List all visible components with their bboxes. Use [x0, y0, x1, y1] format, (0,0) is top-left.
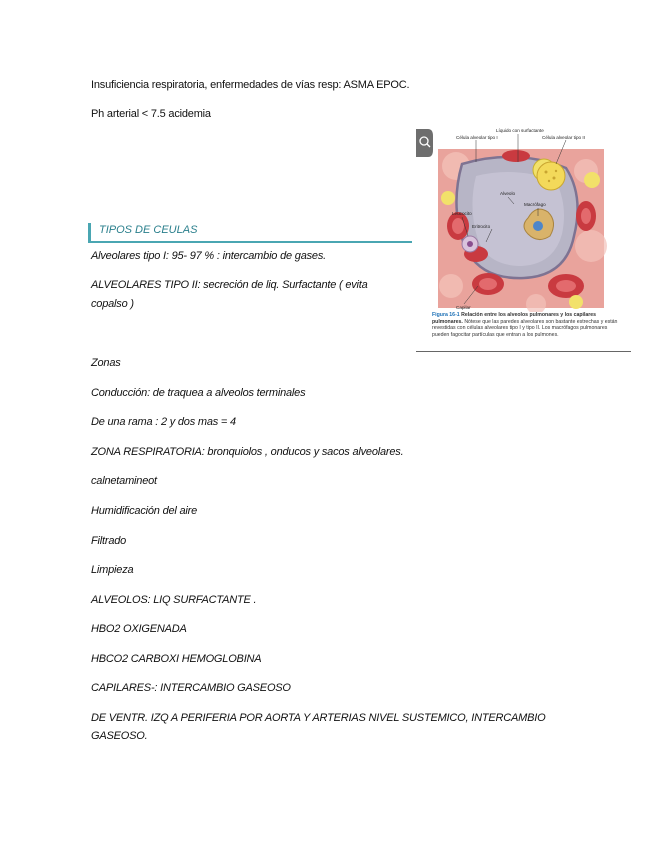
document-line-alveolos: ALVEOLOS: LIQ SURFACTANTE . [91, 594, 257, 606]
document-line-title: Insuficiencia respiratoria, enfermedades de vías resp: ASMA EPOC. [91, 79, 410, 91]
section-heading-text: TIPOS DE CEULAS [99, 224, 198, 236]
figure-caption-bold: Relación entre los alveolos pulmonares y los capilares pulmonares. [432, 312, 597, 325]
figure-label-capilar: Capilar [456, 305, 471, 310]
figure-label-tipo2: Célula alveolar tipo II [542, 135, 585, 140]
document-line-capilares: CAPILARES-: INTERCAMBIO GASEOSO [91, 682, 291, 694]
figure-label-macrofago: Macrófago [524, 202, 546, 207]
figure-caption-title: Figura 16-1 [432, 312, 460, 318]
figure-caption-text: Nótese que las paredes alveolares son bastante estrechas y están revestidas con células alveolares tipo I y tipo II. Los macrófagos pulmonares pueden fagocitar partículas que entran a los pulmones. [432, 318, 618, 338]
figure-divider [416, 351, 631, 352]
section-heading [88, 223, 412, 243]
document-line-ph: Ph arterial < 7.5 acidemia [91, 108, 211, 120]
figure-label-leucocito: Leucocito [452, 211, 472, 216]
figure-label-tipo1: Célula alveolar tipo I [456, 135, 498, 140]
figure-label-alveolo: Alveolo [500, 191, 516, 196]
figure-label-liquido: Líquido con surfactante [496, 128, 544, 133]
document-line-filtrado: Filtrado [91, 535, 127, 547]
document-line-alveolares-tipo-1: Alveolares tipo I: 95- 97 % : intercambio de gases. [91, 250, 326, 262]
figure-tab-icon [416, 129, 433, 157]
document-line-rama: De una rama : 2 y dos mas = 4 [91, 416, 236, 428]
document-line-limpieza: Limpieza [91, 564, 134, 576]
figure-caption [432, 312, 624, 338]
document-line-hbco2: HBCO2 CARBOXI HEMOGLOBINA [91, 653, 262, 665]
document-line-ventriculo: DE VENTR. IZQ A PERIFERIA POR AORTA Y ARTERIAS NIVEL SUSTEMICO, INTERCAMBIO GASEOSO. [91, 712, 546, 742]
document-line-humidificacion: Humidificación del aire [91, 505, 198, 517]
document-line-hbo2: HBO2 OXIGENADA [91, 623, 187, 635]
document-line-conduccion: Conducción: de traquea a alveolos terminales [91, 387, 306, 399]
document-line-alveolares-tipo-2: ALVEOLARES TIPO II: secreción de liq. Surfactante ( evita copalso ) [91, 279, 368, 310]
document-line-zonas: Zonas [91, 357, 121, 369]
alveoli-figure [416, 126, 631, 354]
document-line-calnetamineot: calnetamineot [91, 475, 157, 487]
alveoli-illustration [416, 126, 631, 312]
figure-label-eritrocito: Eritrocito [472, 224, 491, 229]
document-line-zona-respiratoria: ZONA RESPIRATORIA: bronquiolos , onducos y sacos alveolares. [91, 446, 404, 458]
